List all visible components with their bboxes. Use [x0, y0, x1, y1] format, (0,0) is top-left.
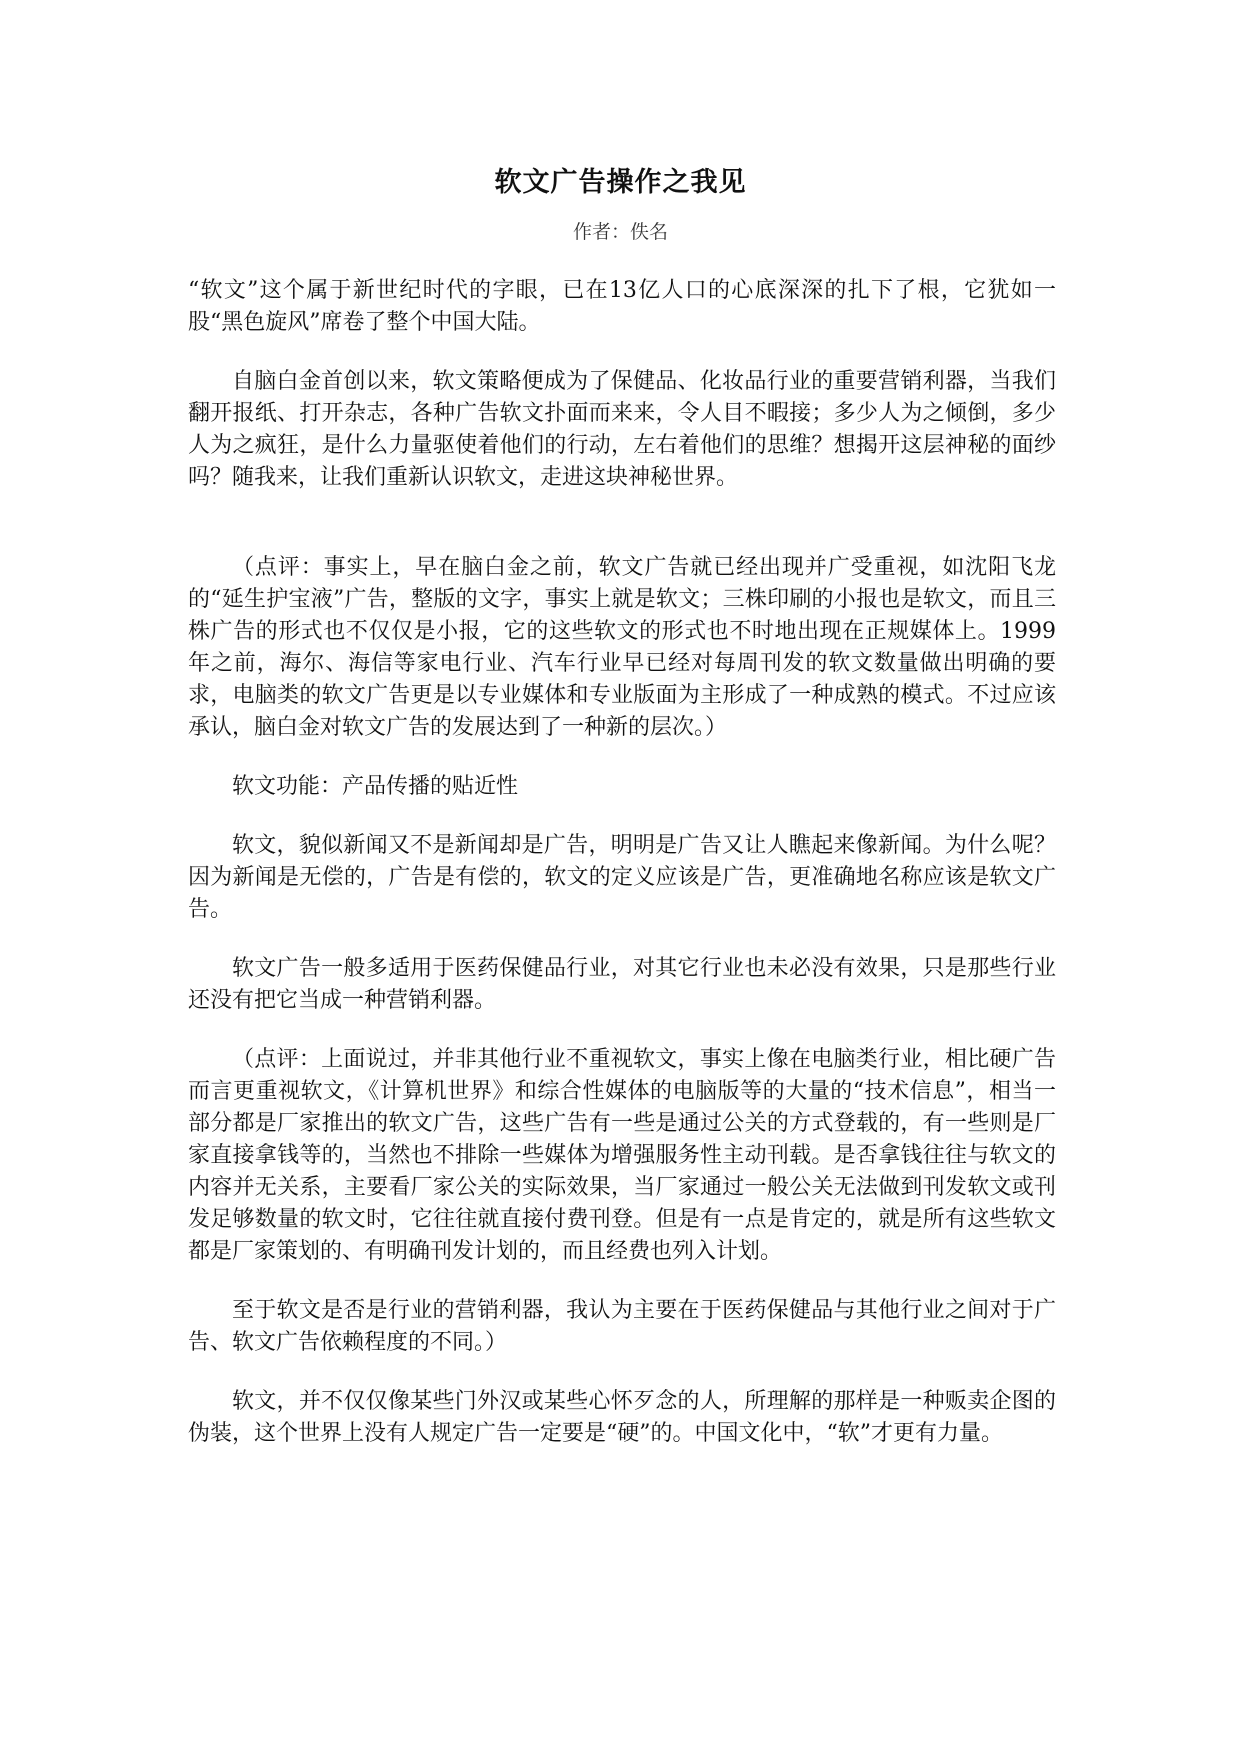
paragraph-7: 至于软文是否是行业的营销利器，我认为主要在于医药保健品与其他行业之间对于广告、软文广告依赖程度的不同。） [188, 1298, 1056, 1355]
paragraph-5: 软文广告一般多适用于医药保健品行业，对其它行业也未必没有效果，只是那些行业还没有把它当成一种营销利器。 [188, 956, 1056, 1013]
document-body [188, 275, 1056, 1477]
paragraph-4: 软文，貌似新闻又不是新闻却是广告，明明是广告又让人瞧起来像新闻。为什么呢？因为新闻是无偿的，广告是有偿的，软文的定义应该是广告，更准确地名称应该是软文广告。 [188, 833, 1056, 922]
document-author: 作者：佚名 [572, 221, 668, 243]
paragraph-1: “软文”这个属于新世纪时代的字眼，已在13亿人口的心底深深的扎下了根，它犹如一股“黑色旋风”席卷了整个中国大陆。 [188, 278, 1056, 335]
document-title: 软文广告操作之我见 [494, 167, 747, 198]
paragraph-3-comment: （点评：事实上，早在脑白金之前，软文广告就已经出现并广受重视，如沈阳飞龙的“延生护宝液”广告，整版的文字，事实上就是软文；三株印刷的小报也是软文，而且三株广告的形式也不仅仅是小报，它的这些软文的形式也不时地出现在正规媒体上。1999年之前，海尔、海信等家电行业、汽车行业早已经对每周刊发的软文数量做出明确的要求，电脑类的软文广告更是以专业媒体和专业版面为主形成了一种成熟的模式。不过应该承认，脑白金对软文广告的发展达到了一种新的层次。） [188, 555, 1056, 740]
paragraph-2: 自脑白金首创以来，软文策略便成为了保健品、化妆品行业的重要营销利器，当我们翻开报纸、打开杂志，各种广告软文扑面而来来，令人目不暇接；多少人为之倾倒，多少人为之疯狂，是什么力量驱使着他们的行动，左右着他们的思维？想揭开这层神秘的面纱吗？随我来，让我们重新认识软文，走进这块神秘世界。 [188, 369, 1056, 490]
section-heading: 软文功能：产品传播的贴近性 [232, 774, 519, 799]
paragraph-8: 软文，并不仅仅像某些门外汉或某些心怀歹念的人，所理解的那样是一种贩卖企图的伪装，这个世界上没有人规定广告一定要是“硬”的。中国文化中，“软”才更有力量。 [188, 1389, 1056, 1446]
paragraph-6-comment: （点评：上面说过，并非其他行业不重视软文，事实上像在电脑类行业，相比硬广告而言更重视软文，《计算机世界》和综合性媒体的电脑版等的大量的“技术信息”，相当一部分都是厂家推出的软文广告，这些广告有一些是通过公关的方式登载的，有一些则是厂家直接拿钱等的，当然也不排除一些媒体为增强服务性主动刊载。是否拿钱往往与软文的内容并无关系，主要看厂家公关的实际效果，当厂家通过一般公关无法做到刊发软文或刊发足够数量的软文时，它往往就直接付费刊登。但是有一点是肯定的，就是所有这些软文都是厂家策划的、有明确刊发计划的，而且经费也列入计划。 [188, 1047, 1056, 1264]
